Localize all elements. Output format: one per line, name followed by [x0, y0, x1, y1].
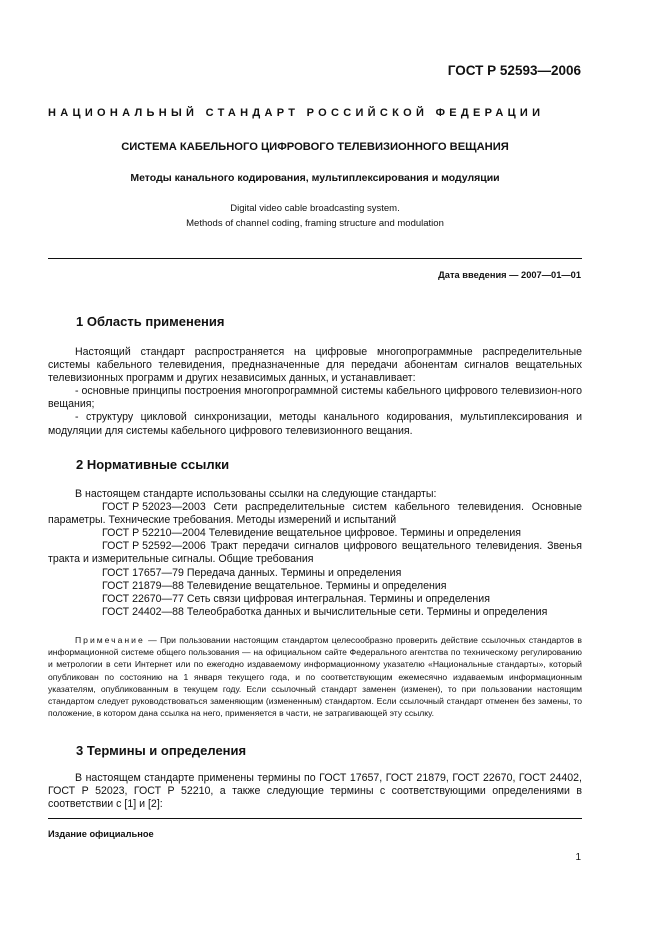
references-note: [48, 634, 582, 719]
standard-title: СИСТЕМА КАБЕЛЬНОГО ЦИФРОВОГО ТЕЛЕВИЗИОННОГО ВЕЩАНИЯ: [121, 141, 509, 153]
header-divider: [48, 258, 582, 259]
section-1-body: [48, 346, 582, 438]
reference-title: Сеть связи цифровая интегральная. Термины и определения: [186, 592, 490, 605]
national-standard-header: НАЦИОНАЛЬНЫЙ СТАНДАРТ РОССИЙСКОЙ ФЕДЕРАЦИИ: [48, 107, 545, 119]
note-text: — При пользовании настоящим стандартом целесообразно проверить действие ссылочных стандартов в информационной системе общего пользования — на официальном сайте Федерального агентства по техническому регулированию и метрологии в сети Интернет или по ежегодно издаваемому информационному указателю «Национальные стандарты», который опубликован по состоянию на 1 января текущего года, и по соответствующим ежемесячно издаваемым информационным указателям, опубликованным в текущем году. Если ссылочный стандарт заменен (изменен), то при пользовании настоящим стандартом следует руководствоваться заменяющим (измененным) стандартом. Если ссылочный стандарт отменен без замены, то положение, в котором дана ссылка на него, применяется в части, не затрагивающей эту ссылку.: [48, 635, 583, 719]
section-3-heading: 3 Термины и определения: [76, 743, 247, 758]
reference-item: [48, 527, 582, 540]
section-2-heading: 2 Нормативные ссылки: [76, 457, 230, 472]
page-number: 1: [575, 852, 581, 863]
reference-code: ГОСТ 24402—88: [102, 605, 184, 618]
reference-title: Телевидение вещательное. Термины и определения: [186, 579, 447, 592]
reference-title: Тракт передачи сигналов цифрового вещательного телевидения. Звенья тракта и измерительные сигналы. Общие требования: [48, 540, 582, 566]
reference-title: Сети распределительные систем кабельного телевидения. Основные параметры. Технические требования. Методы измерений и испытаний: [48, 501, 582, 527]
section-1-list-item: - основные принципы построения многопрограммной системы кабельного цифрового телевизион-ного вещания;: [48, 385, 582, 411]
footer-divider: [48, 818, 582, 819]
reference-code: ГОСТ 22670—77: [102, 592, 184, 605]
english-title-line-2: Methods of channel coding, framing structure and modulation: [186, 218, 444, 229]
reference-title: Передача данных. Термины и определения: [186, 566, 402, 579]
reference-code: ГОСТ Р 52023—2003: [102, 501, 206, 514]
references-intro: В настоящем стандарте использованы ссылки на следующие стандарты:: [75, 488, 437, 500]
reference-item: [48, 567, 582, 580]
reference-code: ГОСТ 21879—88: [102, 579, 184, 592]
reference-item: [48, 606, 582, 619]
reference-item: [48, 580, 582, 593]
reference-item: [48, 540, 582, 566]
reference-code: ГОСТ 17657—79: [102, 566, 184, 579]
introduction-date: Дата введения — 2007—01—01: [438, 270, 581, 280]
standard-subtitle: Методы канального кодирования, мультиплексирования и модуляции: [130, 172, 500, 184]
section-1-list-item: - структуру цикловой синхронизации, методы канального кодирования, мультиплексирования и модуляции для системы кабельного цифрового телевизионного вещания.: [48, 411, 582, 437]
english-title-line-1: Digital video cable broadcasting system.: [230, 203, 400, 214]
section-1-heading: 1 Область применения: [76, 314, 225, 329]
note-label: Примечание: [75, 635, 145, 645]
document-number: ГОСТ Р 52593—2006: [447, 63, 581, 78]
reference-title: Телеобработка данных и вычислительные сети. Термины и определения: [186, 605, 548, 618]
reference-code: ГОСТ Р 52592—2006: [102, 540, 206, 553]
section-2-body: [48, 488, 582, 619]
section-3-paragraph: В настоящем стандарте применены термины по ГОСТ 17657, ГОСТ 21879, ГОСТ 22670, ГОСТ 24402, ГОСТ Р 52023, ГОСТ Р 52210, а также следующие термины с соответствующими определениями в соответствии с [1] и [2]:: [48, 772, 582, 811]
reference-code: ГОСТ Р 52210—2004: [102, 527, 206, 540]
section-3-body: [48, 772, 582, 811]
section-1-paragraph: Настоящий стандарт распространяется на цифровые многопрограммные распределительные системы кабельного телевидения, предназначенные для передачи абонентам сигналов вещательных телевизионных программ и других независимых данных, и устанавливает:: [48, 346, 582, 385]
edition-label: Издание официальное: [48, 829, 154, 839]
reference-item: [48, 593, 582, 606]
reference-title: Телевидение вещательное цифровое. Термины и определения: [208, 527, 521, 540]
reference-item: [48, 501, 582, 527]
